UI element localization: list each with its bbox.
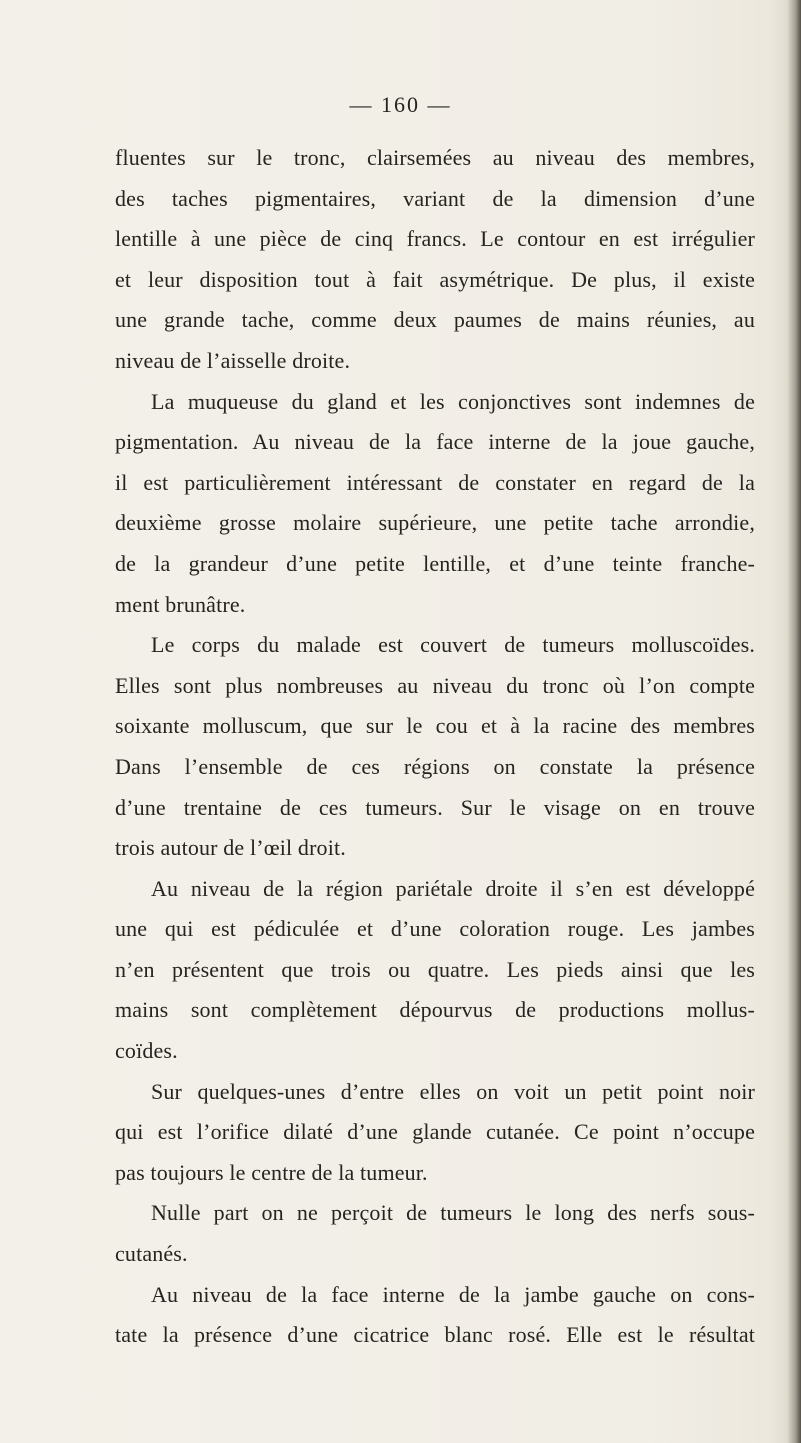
text-line: Dans l’ensemble de ces régions on constate la présence xyxy=(115,753,755,779)
text-line: lentille à une pièce de cinq francs. Le contour en est irrégulier xyxy=(115,226,755,252)
text-line: soixante molluscum, que sur le cou et à la racine des membres xyxy=(115,713,755,739)
text-line: fluentes sur le tronc, clairsemées au niveau des membres, xyxy=(115,145,755,170)
text-line: trois autour de l’œil droit. xyxy=(115,835,346,861)
text-line: qui est l’orifice dilaté d’une glande cutanée. Ce point n’occupe xyxy=(115,1119,755,1145)
page-number: — 160 — xyxy=(349,92,452,117)
text-line: mains sont complètement dépourvus de productions mollus- xyxy=(115,997,755,1023)
text-line: Nulle part on ne perçoit de tumeurs le long des nerfs sous- xyxy=(151,1200,755,1226)
text-line: cutanés. xyxy=(115,1241,188,1267)
text-line: coïdes. xyxy=(115,1038,178,1064)
text-line: Le corps du malade est couvert de tumeurs molluscoïdes. xyxy=(151,632,755,658)
text-line: pigmentation. Au niveau de la face interne de la joue gauche, xyxy=(115,429,755,455)
text-line: de la grandeur d’une petite lentille, et d’une teinte franche- xyxy=(115,550,755,576)
body-text xyxy=(115,138,755,1356)
text-line: une grande tache, comme deux paumes de mains réunies, au xyxy=(115,307,755,333)
text-line: et leur disposition tout à fait asymétrique. De plus, il existe xyxy=(115,266,755,292)
page-edge-shadow xyxy=(787,0,801,1443)
text-line: il est particulièrement intéressant de constater en regard de la xyxy=(115,469,755,495)
text-line: niveau de l’aisselle droite. xyxy=(115,347,351,373)
text-line: La muqueuse du gland et les conjonctives sont indemnes de xyxy=(151,388,755,414)
text-line: n’en présentent que trois ou quatre. Les pieds ainsi que les xyxy=(115,956,755,982)
text-line: d’une trentaine de ces tumeurs. Sur le visage on en trouve xyxy=(115,794,755,820)
text-line: Elles sont plus nombreuses au niveau du tronc où l’on compte xyxy=(115,672,755,698)
text-line: Au niveau de la face interne de la jambe gauche on cons- xyxy=(151,1281,755,1307)
text-line: deuxième grosse molaire supérieure, une petite tache arrondie, xyxy=(115,510,755,536)
text-line: des taches pigmentaires, variant de la dimension d’une xyxy=(115,185,755,211)
text-line: tate la présence d’une cicatrice blanc rosé. Elle est le résultat xyxy=(115,1322,755,1348)
text-line: Sur quelques-unes d’entre elles on voit un petit point noir xyxy=(151,1078,755,1104)
text-line: une qui est pédiculée et d’une coloration rouge. Les jambes xyxy=(115,916,755,942)
text-line: ment brunâtre. xyxy=(115,591,246,617)
text-line: pas toujours le centre de la tumeur. xyxy=(115,1159,428,1185)
text-line: Au niveau de la région pariétale droite il s’en est développé xyxy=(151,875,755,901)
